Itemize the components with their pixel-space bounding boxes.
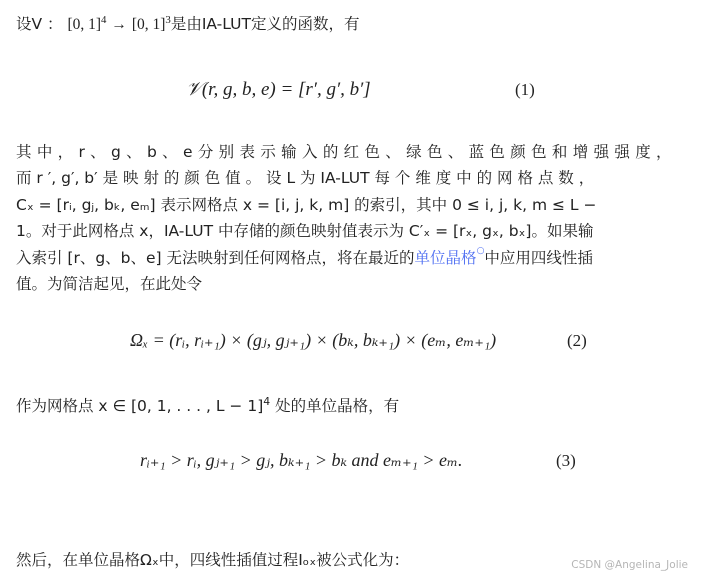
paragraph-line-1: 其 中 ， r 、 g 、 b 、 e 分 别 表 示 输 入 的 红 色 、 绿 色 、 蓝 色 颜 色 和 增 强 强 度 ， [16,143,672,161]
lattice-sentence-suffix: 处的单位晶格，有 [270,397,400,415]
unit-lattice-link[interactable]: 单位晶格 [414,249,477,267]
intro-prefix: 设V ： [16,15,63,33]
intro-suffix: 是由IA-LUT定义的函数，有 [170,15,360,33]
codomain-interval: [0, 1] [131,16,166,33]
equation-3-number: (3) [556,451,576,470]
domain-exponent: 4 [101,13,107,26]
csdn-watermark: CSDN @Angelina_Jolie [571,559,688,571]
equation-3: rᵢ₊₁ > rᵢ, gⱼ₊₁ > gⱼ, bₖ₊₁ > bₖ and eₘ₊₁ > eₘ. [140,450,463,470]
paragraph-line-5-prefix: 入索引 [r、g、b、e] 无法映射到任何网格点，将在最近的 [16,249,415,267]
codomain-exponent: 3 [165,13,171,26]
paragraph-line-6: 值。为简洁起见，在此处令 [16,275,203,293]
equation-1-number: (1) [515,80,535,99]
link-ring-icon: ○ [476,246,485,256]
closing-line: 然后，在单位晶格Ωₓ中，四线性插值过程Iₒₓ被公式化为： [16,551,410,569]
equation-2-number: (2) [567,331,587,350]
mapping-arrow: → [111,16,127,33]
paragraph-line-5-suffix: 中应用四线性插 [484,249,593,267]
equation-2: Ωₓ = (rᵢ, rᵢ₊₁) × (gⱼ, gⱼ₊₁) × (bₖ, bₖ₊₁) × (eₘ, eₘ₊₁) [130,330,497,350]
paragraph-line-4: 1。对于此网格点 x，IA-LUT 中存储的颜色映射值表示为 C′ₓ = [rₓ, gₓ, bₓ]。如果输 [16,222,594,240]
domain-interval: [0, 1] [67,16,102,33]
intro-line [16,12,359,34]
equation-1: 𝒱(r, g, b, e) = [r′, g′, b′] [186,79,371,100]
paragraph-line-5 [16,246,593,268]
lattice-sentence-prefix: 作为网格点 x ∈ [0, 1, . . . , L − 1] [16,397,264,415]
paragraph-line-3: Cₓ = [rᵢ, gⱼ, bₖ, eₘ] 表示网格点 x = [i, j, k, m] 的索引，其中 0 ≤ i, j, k, m ≤ L − [16,196,597,214]
lattice-exponent: 4 [263,394,271,408]
lattice-sentence [16,394,399,416]
paragraph-line-2: 而 r ′, g′, b′ 是 映 射 的 颜 色 值 。 设 L 为 IA-LUT 每 个 维 度 中 的 网 格 点 数 ， [16,169,595,187]
